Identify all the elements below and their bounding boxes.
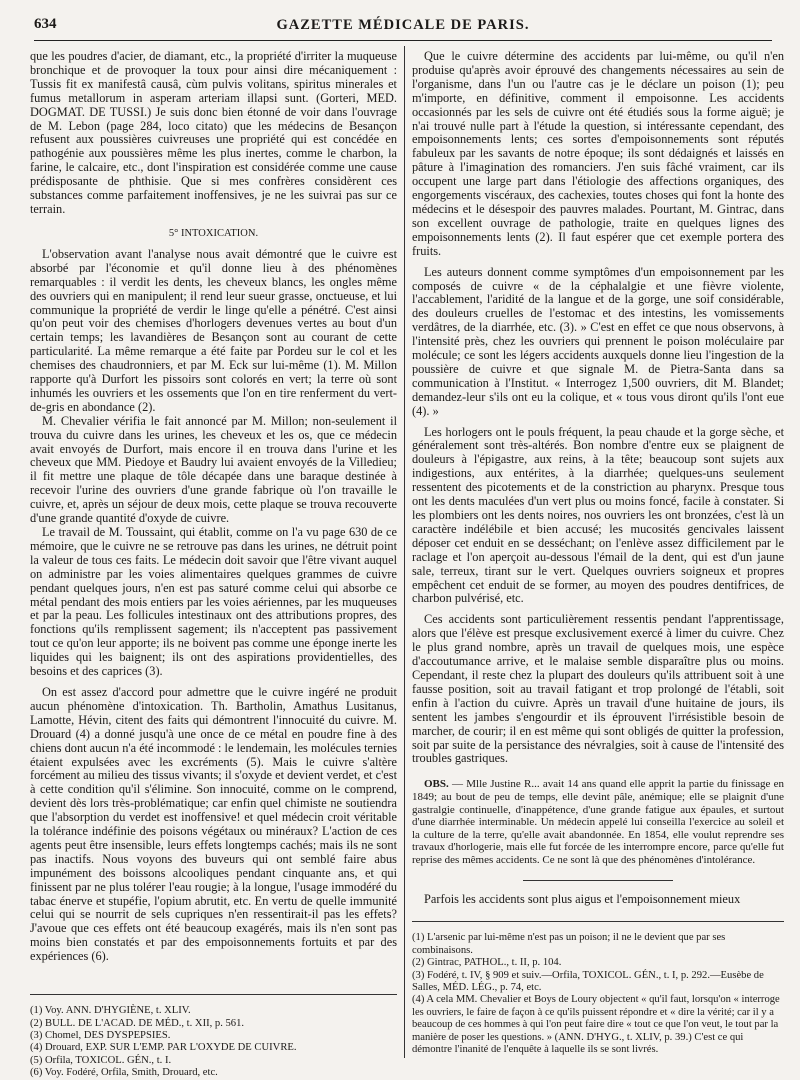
footnote-rule bbox=[412, 921, 784, 922]
paragraph: Parfois les accidents sont plus aigus et l'empoisonnement mieux bbox=[424, 892, 741, 907]
paragraph: Les horlogers ont le pouls fréquent, la peau chaude et la gorge sèche, et généralement sont très-altérés. Bon nombre d'entre eux se plaignent de douleurs à l'épigastre, aux reins, à la tête; beaucoup sont sujets aux indigestions, aux entérites, à la diarrhée; quelques-uns seulement ressentent des picotements et de la constriction au pharynx. Presque tous ont les dents maculées d'un vert plus ou moins foncé, facile à constater. Si les plombiers ont les dents noires, nos ouvriers les ont bronzées, c'est là un caractère indélébile et bien accusé; les mucosités gencivales laissent déposer cet enduit en se desséchant; on l'enlève assez difficilement par le raclage et l'on aperçoit au-dessous l'émail de la dent, qui est d'un jaune sale, terreux, tirant sur le vert. Quelques ouvriers soigneux et propres empêchent cet enduit de se former, au moyen des poudres dentifrices, de charbon pulvérisé, etc. bbox=[412, 424, 784, 606]
page-header bbox=[34, 16, 772, 41]
paragraph: Que le cuivre détermine des accidents par lui-même, ou qu'il n'en produise qu'après avoir éprouvé des changements nécessaires au sein de l'organisme, dans l'un ou l'autre cas je le déclare un poison (1); peu m'importe, en définitive, comment il empoisonne. Les accidents occasionnés par les sels de cuivre ont été étudiés sous la forme aiguë; je n'ai trouvé nulle part à l'étude la question, si intéressante cependant, des empoisonnements lents; ces sortes d'empoisonnements sont réputés fabuleux par les savants de notre époque; ils sont dédaignés et laissés en pâture à l'imagination des romanciers. J'en suis fâché vraiment, car ils occupent une large part dans l'étiologie des affections organiques, des engorgements viscéraux, des cachexies, toutes choses qui font la honte des médecins et le désespoir des pauvres malades. Pourtant, M. Gintrac, dans son excellent ouvrage de pathologie, traite en quelques lignes des empoisonnements lents (2). Il faut espérer que cet exemple portera des fruits. bbox=[412, 49, 784, 258]
footnote: (6) Voy. Fodéré, Orfila, Smith, Drouard, etc. bbox=[30, 1067, 218, 1079]
left-footnotes bbox=[30, 994, 397, 1079]
separator-rule bbox=[523, 880, 673, 881]
footnote: (1) L'arsenic par lui-même n'est pas un poison; il ne le devient que par ses combinaisons. bbox=[412, 932, 726, 956]
footnote: (4) Drouard, EXP. SUR L'EMP. PAR L'OXYDE DE CUIVRE. bbox=[30, 1042, 297, 1054]
footnote: (5) Orfila, TOXICOL. GÉN., t. I. bbox=[30, 1054, 172, 1066]
observation-text: — Mlle Justine R... avait 14 ans quand elle apprit la partie du finissage en 1849; au bout de peu de temps, elle devint pâle, anémique; elle se plaignit d'une gastralgie continuelle, d'inappétence, d'une grande fatigue aux épaules, et surtout d'une diarrhée interminable. Un médecin appelé lui conseilla l'exercice au soleil et la culture de la terre, qu'elle avait abandonnée. En 1854, elle voulut reprendre ses travaux d'horlogerie, mais elle fut forcée de les interrompre encore, parce qu'elle fut reprise des mêmes accidents. Ce ne sont là que des phénomènes d'intolérance. bbox=[412, 778, 785, 866]
footnote: (2) Gintrac, PATHOL., t. II, p. 104. bbox=[412, 957, 562, 969]
left-column bbox=[30, 49, 397, 1079]
right-column bbox=[412, 50, 784, 1060]
paragraph: On est assez d'accord pour admettre que le cuivre ingéré ne produit aucun phénomène d'intoxication. Th. Bartholin, Amathus Lusitanus, Lamotte, Hévin, citent des faits qui démontrent l'innocuité du cuivre. M. Drouard (4) a donné jusqu'à une once de ce métal en poudre fine à des chiens dont aucun n'a été incommodé : le lendemain, les molécules ternies étaient expulsées avec les excréments (5). Mais le cuivre s'altère forcément au milieu des tissus vivants; il s'oxyde et devient verdet, et c'est à cette condition qu'il s'élimine. Son innocuité, comme on le comprend, devient dès lors très-problématique; car enfin quel chimiste ne soutiendra que l'absorption du verdet est inoffensive! et quel médecin croit véritable la tolérance indéfinie des poisons végétaux ou minéraux? L'action de ces agents peut être insensible, leurs effets longtemps cachés; mais ils ne sont pas inactifs. Nous voyons des buveurs qui ont semblé faire abus impunément des boissons alcooliques pendant cinquante ans, et qui finissent par ne plus tolérer l'eau rougie; à la longue, l'usage immodéré du tabac énerve et stupéfie, l'opium abrutit, etc. En vertu de quelle immunité celui qui se nourrit de sels cupriques n'en ressentirait-il pas les effets? J'avoue que ces effets ont été beaucoup exagérés, mais ils n'en sont pas moins bien constatés et par des empoisonnements fortuits et par des expériences (6). bbox=[30, 684, 397, 964]
section-heading: 5° INTOXICATION. bbox=[168, 227, 259, 239]
paragraph: que les poudres d'acier, de diamant, etc., la propriété d'irriter la muqueuse bronchique et de provoquer la toux pour ainsi dire mécaniquement : Tussis fit ex manifestâ causâ, cùm pulvis volitans, spiritus minerales et fumus metallorum in asperam arteriam illapsi sunt. (Gorteri, MED. DOGMAT. DE TUSSI.) Je suis donc bien étonné de voir dans l'ouvrage de M. Lebon (page 284, loco citato) que les médecins de Besançon refusent aux poussières cuivreuses une propriété qui est concédée en pathogénie aux poussières même les plus inertes, comme le charbon, la farine, le calcaire, etc., dont l'inspiration est considérée comme une cause prédisposante de phthisie. Que si mes confrères considèrent ces substances comme parfaitement inoffensives, je ne les suivrai pas sur ce terrain. bbox=[30, 49, 397, 216]
observation bbox=[412, 778, 784, 866]
footnote: (4) A cela MM. Chevalier et Boys de Loury objectent « qu'il faut, lorsqu'on « interroge les ouvriers, le faire de façon à ce qu'ils puissent répondre et « dire la vérité; car il y a beaucoup de ces hommes à qui l'on peut faire dire « tout ce que l'on veut, le tout par la manière de poser les questions. » (ANN. D'HYG., t. XLIV, p. 39.) C'est ce qui démontre l'inanité de l'enquête à laquelle ils se sont livrés. bbox=[412, 994, 780, 1056]
paragraph: Les auteurs donnent comme symptômes d'un empoisonnement par les composés de cuivre « de la céphalalgie et une fièvre violente, l'accablement, l'aridité de la langue et de la gorge, une soif considérable, des douleurs cruelles de l'estomac et des intestins, les vomissements verdâtres, de la diarrhée, etc. (3). » C'est en effet ce que nous observons, à l'intensité près, chez les ouvriers qui prennent le poison moléculaire par molécule; ce sont les légers accidents auxquels donne lieu l'ingestion de la poussière de cuivre et que signale M. de Pietra-Santa dans sa communication à l'Institut. « Interrogez 1,500 ouvriers, dit M. Blandet; demandez-leur s'ils ont eu la colique, et « tous vous diront qu'ils l'ont eue (4). » bbox=[412, 264, 784, 418]
footnote: (2) BULL. DE L'ACAD. DE MÉD., t. XII, p. 561. bbox=[30, 1017, 245, 1029]
observation-label: OBS. bbox=[424, 778, 449, 791]
footnote-rule bbox=[30, 994, 397, 995]
footnote: (3) Fodéré, t. IV, § 909 et suiv.—Orfila, TOXICOL. GÉN., t. I, p. 292.—Eusèbe de Salles, MÉD. LÉG., p. 74, etc. bbox=[412, 969, 764, 993]
footnote: (1) Voy. ANN. D'HYGIÈNE, t. XLIV. bbox=[30, 1005, 191, 1017]
paragraph: Ces accidents sont particulièrement ressentis pendant l'apprentissage, alors que l'élève est presque exclusivement exercé à limer du cuivre. Chez le plus grand nombre, après un travail de quelques mois, une espèce d'accoutumance arrive, et le malaise semble disparaître plus ou moins. Cependant, il reste chez la plupart des douleurs qu'ils attribuent soit à une fausse position, soit au travail fatigant et trop prolongé de l'établi, soit enfin à l'action du cuivre. Après un travail d'une huitaine de jours, ils sentent les jambes s'engourdir et ils éprouvent l'irrésistible besoin de marcher, de courir; il en est même qui sont obligés de quitter la profession, soit par suite de la persistance des névralgies, soit à cause de l'intensité des troubles gastriques. bbox=[412, 612, 784, 766]
journal-title: GAZETTE MÉDICALE DE PARIS. bbox=[276, 17, 530, 33]
paragraph: M. Chevalier vérifia le fait annoncé par M. Millon; non-seulement il trouva du cuivre dans les urines, les cheveux et les os, que ce médecin avait envoyés de Durfort, mais encore il en trouva dans l'urine et les cheveux que MM. Piedoye et Baudry lui avaient envoyés de la Villedieu; il fit mettre une plaque de tôle décapée dans une baraque destinée à recevoir l'urine des ouvriers d'une grande fabrique où l'on travaille le cuivre, et, après un séjour de deux mois, cette plaque se trouva recouverte d'une grande quantité d'oxyde de cuivre. bbox=[30, 413, 397, 526]
paragraph: Le travail de M. Toussaint, qui établit, comme on l'a vu page 630 de ce mémoire, que le cuivre ne se retrouve pas dans les urines, ne détruit point la valeur de tous ces faits. Le médecin doit savoir que l'être vivant auquel on administre par les voies alimentaires quelques grammes de cuivre pendant quelques jours, n'en est pas saturé comme celui qui absorbe ce métal pendant des mois entiers par les voies aériennes, par les muqueuses et par la peau. Les follicules intestinaux ont des attributions propres, des fonctions qu'ils remplissent sagement; ils n'acceptent pas passivement tout ce qu'on leur apporte; ils ne boivent pas comme une éponge inerte les liquides qui les baignent; ils ont des aspirations providentielles, des besoins et des caprices (3). bbox=[30, 525, 397, 679]
column-divider bbox=[404, 46, 405, 1058]
page-number: 634 bbox=[34, 16, 57, 32]
footnote: (3) Chomel, DES DYSPEPSIES. bbox=[30, 1029, 171, 1041]
paragraph: L'observation avant l'analyse nous avait démontré que le cuivre est absorbé par l'économie et qu'il donne lieu à des phénomènes remarquables : il verdit les dents, les cheveux blancs, les ongles même des ouvriers qui en manipulent; il rend leur sueur grasse, onctueuse, et lui communique la propriété de verdir le linge qu'elle a pénétré. C'est ainsi qu'on peut voir des chemises d'horlogers devenues vertes au bout d'un certain temps; les lavandières de Besançon sont au courant de cette particularité. La même remarque a été faite par Pordeu sur le col et les chemises des chaudronniers, et par M. Eck sur lui-même (1). M. Millon rapporte qu'à Durfort les pissoirs sont colorés en vert; la terre où sont inhumés les ouvriers et les ossements que l'on en tire renferment du vert-de-gris en abondance (2). bbox=[30, 246, 397, 414]
